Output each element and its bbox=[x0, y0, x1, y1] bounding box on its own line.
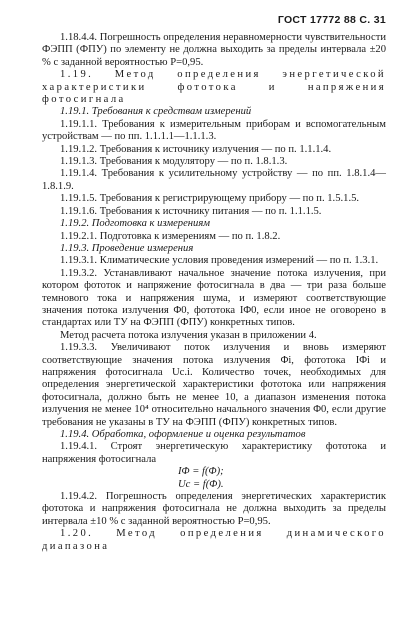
document-body bbox=[42, 32, 386, 553]
paragraph-1-19-4-2: 1.19.4.2. Погрешность определения энергетических характеристик фототока и напряжения фотосигнала не должна выходить за пределы интервала ±10 % с заданной вероятностью P=0,95. bbox=[42, 491, 386, 527]
paragraph-1-19-1-6: 1.19.1.6. Требования к источнику питания — по п. 1.1.1.5. bbox=[60, 205, 322, 217]
section-heading-1-20: 1.20. Метод определения динамического диапазона bbox=[42, 528, 386, 552]
subsection-heading-1-19-4: 1.19.4. Обработка, оформление и оценка результатов bbox=[60, 429, 306, 440]
paragraph-1-19-1-4: 1.19.1.4. Требования к усилительному устройству — по пп. 1.8.1.4—1.8.1.9. bbox=[42, 168, 386, 192]
paragraph-1-19-1-2: 1.19.1.2. Требования к источнику излучения — по п. 1.1.1.4. bbox=[60, 143, 332, 155]
subsection-heading-1-19-3: 1.19.3. Проведение измерения bbox=[60, 242, 194, 254]
formula-signal-voltage: Uc = f(Φ). bbox=[178, 478, 224, 490]
subsection-heading-1-19-2: 1.19.2. Подготовка к измерениям bbox=[60, 218, 211, 230]
paragraph-1-19-1-1: 1.19.1.1. Требования к измерительным приборам и вспомогательным устройствам — по пп. 1.1.1.1—1.1.1.3. bbox=[42, 118, 386, 143]
section-heading-1-19: 1.19. Метод определения энергетической характеристики фототока и напряжения фотосигнала bbox=[42, 69, 386, 106]
paragraph-method-note: Метод расчета потока излучения указан в приложении 4. bbox=[60, 329, 317, 341]
paragraph-1-19-3-3: 1.19.3.3. Увеличивают поток излучения и вновь измеряют соответствующие значения потока излучения Φi, фототока IΦi и напряжения фотосигнала Uc.i. Количество точек, необходимых для определения энергетической характеристики фототока или напряжения фотосигнала, должно быть не менее 10, а диапазон изменения потока излучения не менее 10⁴ относительно начального значения Φ0, если другие требования не указаны в ТУ на ФЭПП (ФПУ) конкретных типов. bbox=[42, 342, 386, 428]
formula-photocurrent: IΦ = f(Φ); bbox=[178, 466, 224, 478]
page-header: ГОСТ 17772 88 С. 31 bbox=[277, 14, 386, 26]
paragraph-1-19-3-1: 1.19.3.1. Климатические условия проведения измерений — по п. 1.3.1. bbox=[60, 255, 379, 267]
paragraph-1-19-1-3: 1.19.1.3. Требования к модулятору — по п. 1.8.1.3. bbox=[60, 156, 288, 168]
subsection-heading-1-19-1: 1.19.1. Требования к средствам измерений bbox=[60, 106, 252, 118]
paragraph-1-19-1-5: 1.19.1.5. Требования к регистрирующему прибору — по п. 1.5.1.5. bbox=[60, 193, 360, 205]
paragraph-1-19-3-2: 1.19.3.2. Устанавливают начальное значение потока излучения, при котором фототок и напряжение фотосигнала в два — три раза больше темнового тока и напряжения шума, и измеряют соответствующие значения потока излучения Φ0, фототока IΦ0, если иное не оговорено в стандартах или ТУ на ФЭПП (ФПУ) конкретных типов. bbox=[42, 267, 386, 329]
paragraph-1-19-4-1: 1.19.4.1. Строят энергетическую характеристику фототока и напряжения фотосигнала bbox=[42, 441, 386, 465]
paragraph-1-18-4-4: 1.18.4.4. Погрешность определения неравномерности чувствительности ФЭПП (ФПУ) по элементу не должна выходить за пределы интервала ±20 % с заданной вероятностью P=0,95. bbox=[42, 32, 386, 68]
paragraph-1-19-2-1: 1.19.2.1. Подготовка к измерениям — по п. 1.8.2. bbox=[60, 230, 281, 242]
